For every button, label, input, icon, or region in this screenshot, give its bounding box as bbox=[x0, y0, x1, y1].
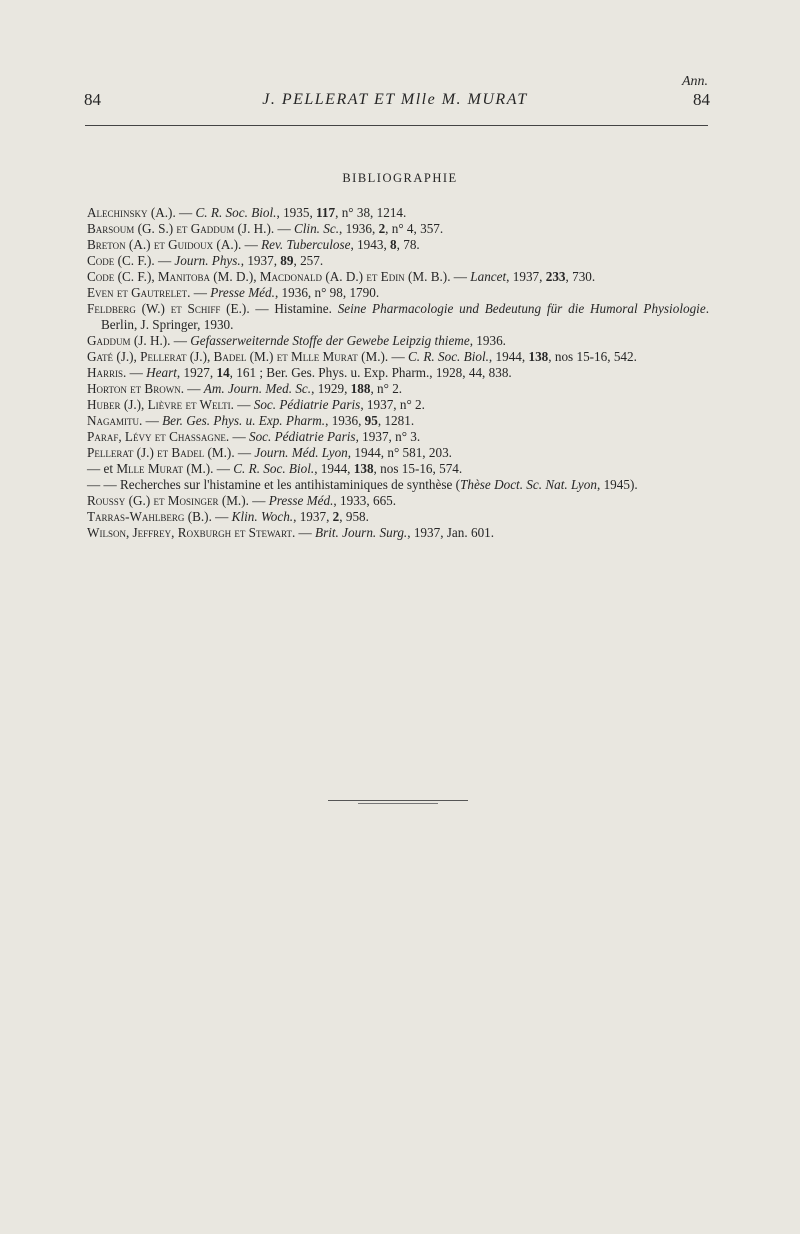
entry-details: , 1945). bbox=[596, 477, 638, 492]
journal-title: C. R. Soc. Biol. bbox=[407, 349, 489, 364]
author-names: Harris bbox=[87, 365, 124, 380]
entry-details: , 1936, bbox=[339, 221, 379, 236]
author-names: Huber (J.), Lièvre et Welti bbox=[87, 397, 231, 412]
volume-number: 2 bbox=[332, 509, 340, 524]
running-title: J. PELLERAT ET Mlle M. MURAT bbox=[262, 91, 528, 108]
volume-number: 95 bbox=[364, 413, 378, 428]
author-names: Paraf, Lévy et Chassagne bbox=[87, 429, 226, 444]
entry-separator: . — bbox=[230, 397, 254, 412]
entry-details: , 1935, bbox=[276, 205, 317, 220]
author-names: Gaté (J.), Pellerat (J.), Badel (M.) et Mlle Murat (M.) bbox=[87, 349, 385, 364]
entry-details: , 1944, n° 581, 203. bbox=[347, 445, 452, 460]
entry-pages: , n° 38, 1214. bbox=[335, 205, 407, 220]
author-names: Gaddum (J. H.) bbox=[87, 333, 168, 348]
journal-title: Am. Journ. Med. Sc. bbox=[203, 381, 312, 396]
entry-separator: . — bbox=[291, 525, 316, 540]
margin-annotation: Ann. bbox=[681, 74, 708, 89]
entry-separator: . — bbox=[187, 285, 211, 300]
bibliography-list bbox=[87, 205, 709, 541]
author-names: Horton et Brown bbox=[87, 381, 181, 396]
entry-details: , 1944, bbox=[314, 461, 354, 476]
journal-title: Journ. Phys. bbox=[174, 253, 241, 268]
author-names: Code (C. F.) bbox=[87, 253, 152, 268]
journal-title: Klin. Woch. bbox=[231, 509, 294, 524]
author-names: Alechinsky (A.) bbox=[87, 205, 173, 220]
bibliography-entry bbox=[87, 381, 709, 397]
bibliography-entry bbox=[87, 221, 709, 237]
journal-title: Thèse Doct. Sc. Nat. Lyon bbox=[460, 477, 597, 492]
section-separator bbox=[328, 800, 468, 801]
bibliography-entry bbox=[87, 445, 709, 461]
entry-separator: . — bbox=[180, 381, 204, 396]
volume-number: 89 bbox=[280, 253, 294, 268]
entry-details: , 1936. bbox=[469, 333, 506, 348]
bibliography-entry bbox=[87, 493, 709, 509]
page-number-right: 84 bbox=[693, 90, 710, 109]
author-names: Barsoum (G. S.) et Gaddum (J. H.) bbox=[87, 221, 271, 236]
volume-number: 8 bbox=[390, 237, 397, 252]
journal-title: Presse Méd. bbox=[210, 285, 275, 300]
header-rule bbox=[85, 125, 708, 126]
entry-pages: , nos 15-16, 542. bbox=[548, 349, 637, 364]
entry-separator: . — bbox=[245, 493, 269, 508]
bibliography-entry bbox=[87, 413, 709, 429]
entry-separator: . — bbox=[172, 205, 196, 220]
bibliography-entry bbox=[87, 285, 709, 301]
bibliography-entry bbox=[87, 205, 709, 221]
entry-pages: , 958. bbox=[339, 509, 369, 524]
running-header bbox=[80, 90, 710, 114]
author-names: Breton (A.) et Guidoux (A.) bbox=[87, 237, 239, 252]
entry-pages: , 1281. bbox=[377, 413, 415, 428]
author-names: Wilson, Jeffrey, Roxburgh et Stewart bbox=[87, 525, 292, 540]
entry-details: , 1937, bbox=[293, 509, 333, 524]
journal-title: Soc. Pédiatrie Paris bbox=[248, 429, 356, 444]
entry-separator: . — bbox=[123, 365, 147, 380]
entry-details: , 1936, n° 98, 1790. bbox=[274, 285, 380, 300]
author-names: Nagamitu bbox=[87, 413, 140, 428]
journal-title: Brit. Journ. Surg. bbox=[315, 525, 408, 540]
entry-details: , 1937, bbox=[506, 269, 546, 284]
journal-title: C. R. Soc. Biol. bbox=[195, 205, 277, 220]
entry-details: , 1943, bbox=[350, 237, 391, 252]
bibliography-entry bbox=[87, 365, 709, 381]
entry-details: , 1937, bbox=[240, 253, 281, 268]
volume-number: 117 bbox=[316, 205, 336, 220]
bibliography-entry bbox=[87, 349, 709, 365]
author-names: Pellerat (J.) et Badel (M.) bbox=[87, 445, 232, 460]
author-names: Roussy (G.) et Mosinger (M.) bbox=[87, 493, 246, 508]
entry-details: , 1927, bbox=[176, 365, 217, 380]
journal-title: Heart bbox=[146, 365, 177, 380]
entry-details: , 1929, bbox=[311, 381, 351, 396]
bibliography-entry bbox=[87, 461, 709, 477]
journal-title: Presse Méd. bbox=[268, 493, 334, 508]
entry-prefix: — et bbox=[87, 461, 117, 476]
author-names: Even et Gautrelet bbox=[87, 285, 188, 300]
entry-pages: , n° 2. bbox=[370, 381, 403, 396]
volume-number: 138 bbox=[353, 461, 374, 476]
bibliography-entry bbox=[87, 301, 709, 333]
entry-details: . Berlin, J. Springer, 1930. bbox=[101, 301, 709, 332]
bibliography-entry bbox=[87, 477, 709, 493]
entry-details: , 1937, n° 3. bbox=[355, 429, 421, 444]
entry-pages: , 78. bbox=[396, 237, 420, 252]
entry-separator: . — bbox=[447, 269, 471, 284]
entry-pages: , nos 15-16, 574. bbox=[373, 461, 463, 476]
author-names: Tarras-Wahlberg (B.) bbox=[87, 509, 209, 524]
entry-details: , 1936, bbox=[325, 413, 365, 428]
volume-number: 233 bbox=[545, 269, 566, 284]
entry-separator: . — bbox=[167, 333, 191, 348]
journal-title: Clin. Sc. bbox=[293, 221, 340, 236]
volume-number: 138 bbox=[528, 349, 549, 364]
entry-separator: . — bbox=[225, 429, 249, 444]
section-separator-short bbox=[358, 803, 438, 804]
entry-separator: . — bbox=[384, 349, 408, 364]
bibliography-entry bbox=[87, 509, 709, 525]
bibliography-entry bbox=[87, 525, 709, 541]
entry-separator: . — bbox=[210, 461, 234, 476]
journal-title: Rev. Tuberculose bbox=[261, 237, 351, 252]
journal-title: C. R. Soc. Biol. bbox=[233, 461, 315, 476]
journal-title: Gefasserweiternde Stoffe der Gewebe Leipzig thieme bbox=[190, 333, 470, 348]
entry-pages: , 257. bbox=[293, 253, 324, 268]
bibliography-entry bbox=[87, 333, 709, 349]
journal-title: Seine Pharmacologie und Bedeutung für die Humoral Physiologie bbox=[337, 301, 706, 316]
entry-separator: . — bbox=[238, 237, 262, 252]
entry-pages: , 730. bbox=[565, 269, 596, 284]
entry-details: , 1933, 665. bbox=[333, 493, 397, 508]
entry-separator: . — bbox=[270, 221, 294, 236]
volume-number: 188 bbox=[350, 381, 371, 396]
author-names: Feldberg (W.) et Schiff (E.) bbox=[87, 301, 247, 316]
entry-details: , 1944, bbox=[488, 349, 529, 364]
bibliography-title: BIBLIOGRAPHIE bbox=[342, 171, 458, 185]
volume-number: 2 bbox=[378, 221, 386, 236]
entry-separator: . — bbox=[151, 253, 175, 268]
bibliography-entry bbox=[87, 269, 709, 285]
entry-separator: . — Histamine. bbox=[246, 301, 338, 316]
entry-prefix: — — Recherches sur l'histamine et les antihistaminiques de synthèse ( bbox=[87, 477, 461, 492]
entry-details: , 1937, n° 2. bbox=[360, 397, 425, 412]
author-names: Mlle Murat (M.) bbox=[116, 461, 211, 476]
volume-number: 14 bbox=[216, 365, 230, 380]
journal-title: Ber. Ges. Phys. u. Exp. Pharm. bbox=[162, 413, 326, 428]
entry-separator: . — bbox=[139, 413, 163, 428]
entry-separator: . — bbox=[208, 509, 232, 524]
journal-title: Lancet bbox=[470, 269, 507, 284]
entry-pages: , n° 4, 357. bbox=[385, 221, 444, 236]
bibliography-entry bbox=[87, 237, 709, 253]
bibliography-entry bbox=[87, 253, 709, 269]
entry-pages: , 161 ; Ber. Ges. Phys. u. Exp. Pharm., 1928, 44, 838. bbox=[229, 365, 512, 380]
page-number-left: 84 bbox=[84, 90, 101, 109]
journal-title: Soc. Pédiatrie Paris bbox=[253, 397, 361, 412]
bibliography-entry bbox=[87, 429, 709, 445]
entry-separator: . — bbox=[231, 445, 255, 460]
journal-title: Journ. Méd. Lyon bbox=[254, 445, 348, 460]
author-names: Code (C. F.), Manitoba (M. D.), Macdonald (A. D.) et Edin (M. B.) bbox=[87, 269, 448, 284]
bibliography-entry bbox=[87, 397, 709, 413]
entry-details: , 1937, Jan. 601. bbox=[407, 525, 495, 540]
